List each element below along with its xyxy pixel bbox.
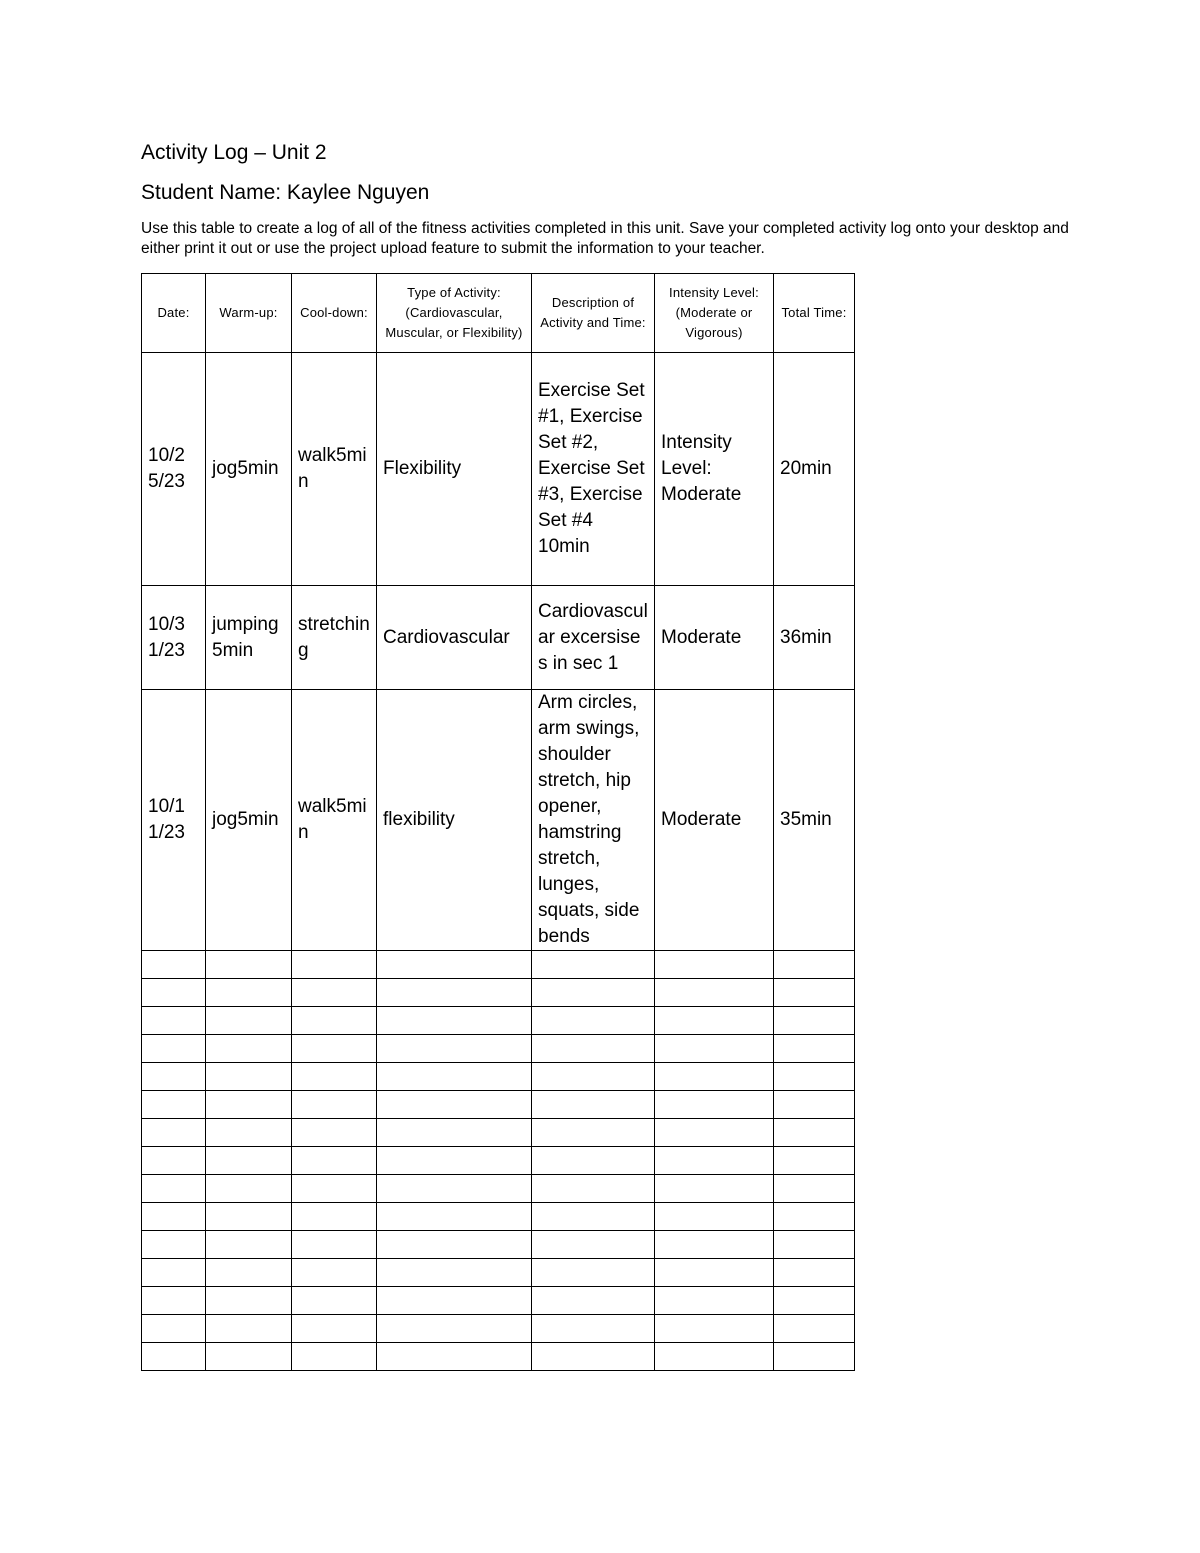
header-date: Date: [142,274,206,353]
cell-text: jog5min [212,458,279,479]
empty-cell [142,951,206,979]
header-warmup: Warm-up: [206,274,292,353]
empty-cell [655,1119,774,1147]
empty-table-row [142,1315,855,1343]
header-type: Type of Activity: (Cardiovascular, Muscular, or Flexibility) [377,274,532,353]
empty-cell [532,1343,655,1371]
empty-table-row [142,1147,855,1175]
empty-cell [377,1119,532,1147]
empty-cell [206,1147,292,1175]
empty-cell [292,1343,377,1371]
empty-cell [655,1315,774,1343]
empty-cell [532,1287,655,1315]
empty-cell [655,1147,774,1175]
empty-table-row [142,979,855,1007]
cell-text: 10/11/23 [148,796,185,843]
empty-cell [655,1287,774,1315]
empty-cell [774,1007,855,1035]
empty-cell [292,1035,377,1063]
empty-cell [377,1147,532,1175]
header-total: Total Time: [774,274,855,353]
empty-cell [142,1231,206,1259]
empty-cell [377,979,532,1007]
empty-cell [532,951,655,979]
empty-cell [774,951,855,979]
empty-cell [532,1035,655,1063]
empty-cell [532,1231,655,1259]
empty-cell [142,979,206,1007]
cell-type [377,690,532,951]
empty-table-row [142,1035,855,1063]
empty-cell [292,1063,377,1091]
cell-type [377,586,532,690]
cell-date [142,690,206,951]
empty-cell [655,1035,774,1063]
cell-text: 36min [780,626,832,648]
cell-total [774,586,855,690]
header-intensity: Intensity Level: (Moderate or Vigorous) [655,274,774,353]
empty-table-row [142,1259,855,1287]
cell-warmup [206,690,292,951]
empty-cell [774,1147,855,1175]
cell-cooldown [292,690,377,951]
cell-text: 35min [780,809,832,830]
cell-type [377,353,532,586]
cell-intensity [655,353,774,586]
empty-table-row [142,1007,855,1035]
empty-cell [532,1119,655,1147]
empty-cell [206,1203,292,1231]
header-row [142,274,855,353]
empty-cell [292,1175,377,1203]
empty-table-row [142,1091,855,1119]
empty-cell [206,1259,292,1287]
cell-text: stretching [298,613,370,661]
empty-cell [377,1315,532,1343]
empty-rows [142,951,855,1371]
empty-cell [774,1315,855,1343]
cell-text: 20min [780,458,832,479]
empty-table-row [142,1231,855,1259]
empty-cell [774,1091,855,1119]
cell-text: jog5min [212,809,279,830]
empty-cell [655,1203,774,1231]
empty-cell [206,1343,292,1371]
activity-log-table [141,273,855,1371]
empty-cell [206,1007,292,1035]
cell-cooldown [292,353,377,586]
empty-cell [292,1231,377,1259]
empty-cell [655,1007,774,1035]
cell-total [774,353,855,586]
cell-text: Intensity Level: Moderate [661,432,742,505]
empty-table-row [142,1063,855,1091]
cell-text: Flexibility [383,458,462,479]
empty-cell [206,951,292,979]
empty-cell [774,1287,855,1315]
empty-cell [377,1063,532,1091]
cell-warmup [206,353,292,586]
cell-text: walk5min [298,796,367,843]
table-row [142,353,855,586]
empty-cell [142,1035,206,1063]
empty-cell [655,951,774,979]
empty-cell [142,1007,206,1035]
empty-cell [377,1007,532,1035]
empty-cell [532,1007,655,1035]
empty-cell [142,1119,206,1147]
empty-cell [206,1119,292,1147]
empty-cell [142,1175,206,1203]
empty-cell [206,1063,292,1091]
cell-text: flexibility [383,809,455,830]
cell-text: Exercise Set #1, Exercise Set #2, Exercise Set #3, Exercise Set #4 10min [538,380,645,557]
cell-text: Cardiovascular [383,626,510,648]
cell-text: Arm circles, arm swings, shoulder stretch, hip opener, hamstring stretch, lunges, squats, side bends [538,692,640,947]
empty-cell [774,1035,855,1063]
empty-cell [292,1007,377,1035]
empty-cell [377,1287,532,1315]
header-description: Description of Activity and Time: [532,274,655,353]
empty-cell [655,1343,774,1371]
table-row [142,690,855,951]
empty-cell [532,1147,655,1175]
empty-cell [532,1315,655,1343]
cell-intensity [655,586,774,690]
empty-cell [292,1119,377,1147]
empty-cell [774,1259,855,1287]
cell-text: Moderate [661,626,742,648]
empty-cell [377,1343,532,1371]
empty-cell [142,1287,206,1315]
empty-cell [206,1315,292,1343]
empty-cell [206,1035,292,1063]
empty-cell [142,1063,206,1091]
empty-cell [532,1175,655,1203]
table-row [142,586,855,690]
empty-cell [206,1231,292,1259]
empty-cell [532,1063,655,1091]
empty-table-row [142,1343,855,1371]
empty-table-row [142,1119,855,1147]
empty-cell [377,1231,532,1259]
cell-warmup [206,586,292,690]
empty-cell [206,1175,292,1203]
empty-cell [774,1175,855,1203]
header-cooldown: Cool-down: [292,274,377,353]
empty-table-row [142,1203,855,1231]
cell-text: jumping 5min [212,613,279,661]
empty-cell [532,1259,655,1287]
empty-cell [206,1287,292,1315]
empty-table-row [142,1287,855,1315]
empty-cell [292,1315,377,1343]
empty-cell [292,1203,377,1231]
empty-cell [292,1287,377,1315]
empty-cell [655,979,774,1007]
instructions: Use this table to create a log of all of the fitness activities completed in this unit. Save your completed activity log onto your desktop and either print it out or use the project upload feature to submit the information to your teacher. [141,220,1069,257]
empty-cell [142,1259,206,1287]
empty-cell [655,1231,774,1259]
cell-description [532,586,655,690]
empty-cell [377,1259,532,1287]
cell-total [774,690,855,951]
empty-cell [142,1315,206,1343]
empty-cell [292,1259,377,1287]
empty-cell [774,979,855,1007]
empty-cell [292,1147,377,1175]
cell-cooldown [292,586,377,690]
empty-cell [377,1035,532,1063]
cell-description [532,353,655,586]
cell-text: walk5min [298,445,367,492]
empty-cell [377,1091,532,1119]
empty-cell [206,1091,292,1119]
empty-cell [292,951,377,979]
empty-cell [774,1203,855,1231]
empty-cell [377,1175,532,1203]
empty-cell [142,1147,206,1175]
cell-text: Cardiovascular excersises in sec 1 [538,600,648,674]
empty-cell [774,1063,855,1091]
cell-text: 10/31/23 [148,613,185,661]
empty-table-row [142,951,855,979]
empty-cell [292,979,377,1007]
empty-cell [377,1203,532,1231]
cell-text: Moderate [661,809,742,830]
empty-cell [655,1259,774,1287]
empty-cell [292,1091,377,1119]
empty-table-row [142,1175,855,1203]
empty-cell [206,979,292,1007]
cell-date [142,586,206,690]
empty-cell [532,1091,655,1119]
empty-cell [142,1203,206,1231]
empty-cell [532,1203,655,1231]
empty-cell [532,979,655,1007]
student-name: Student Name: Kaylee Nguyen [141,181,430,204]
page-title: Activity Log – Unit 2 [141,141,327,164]
empty-cell [774,1231,855,1259]
empty-cell [774,1119,855,1147]
empty-cell [377,951,532,979]
cell-text: 10/25/23 [148,445,185,492]
empty-cell [142,1091,206,1119]
cell-date [142,353,206,586]
empty-cell [142,1343,206,1371]
empty-cell [655,1091,774,1119]
empty-cell [774,1343,855,1371]
cell-intensity [655,690,774,951]
empty-cell [655,1063,774,1091]
cell-description [532,690,655,951]
empty-cell [655,1175,774,1203]
